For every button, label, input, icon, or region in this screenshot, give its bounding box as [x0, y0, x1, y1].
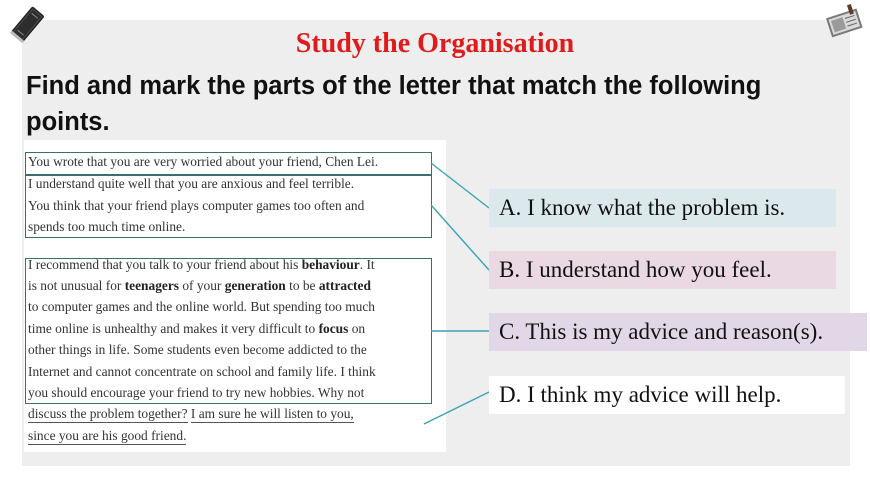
option-a[interactable]: A. I know what the problem is.: [489, 189, 836, 227]
letter-line: time online is unhealthy and makes it very difficult to focus on: [28, 321, 366, 336]
letter-line: other things in life. Some students even become addicted to the: [28, 342, 367, 357]
letter-line: You wrote that you are very worried about your friend, Chen Lei.: [28, 154, 379, 169]
letter-line: Internet and cannot concentrate on school and family life. I think: [28, 364, 376, 379]
underlined-phrase: I am sure he will listen to you,: [190, 406, 354, 421]
letter-line: to computer games and the online world. But spending too much: [28, 299, 375, 314]
option-d[interactable]: D. I think my advice will help.: [489, 376, 845, 414]
connector-line: [431, 205, 489, 270]
instruction-line-2: points.: [26, 108, 110, 136]
underlined-phrase: discuss the problem together?: [28, 406, 188, 421]
letter-line: I recommend that you talk to your friend about his behaviour. It: [28, 257, 375, 272]
instruction-line-1: Find and mark the parts of the letter that match the following: [26, 72, 762, 100]
letter-line: spends too much time online.: [28, 219, 186, 234]
letter-line: You think that your friend plays computer games too often and: [28, 198, 365, 213]
option-c[interactable]: C. This is my advice and reason(s).: [489, 313, 867, 351]
letter-line: is not unusual for teenagers of your generation to be attracted: [28, 278, 371, 293]
connector-line: [424, 392, 489, 424]
connector-line: [431, 163, 489, 208]
slide-title: Study the Organisation: [295, 28, 575, 59]
underlined-phrase: since you are his good friend.: [28, 428, 187, 443]
letter-line: you should encourage your friend to try new hobbies. Why not: [28, 385, 365, 400]
letter-line: I understand quite well that you are anxious and feel terrible.: [28, 176, 355, 191]
option-b[interactable]: B. I understand how you feel.: [489, 251, 836, 289]
